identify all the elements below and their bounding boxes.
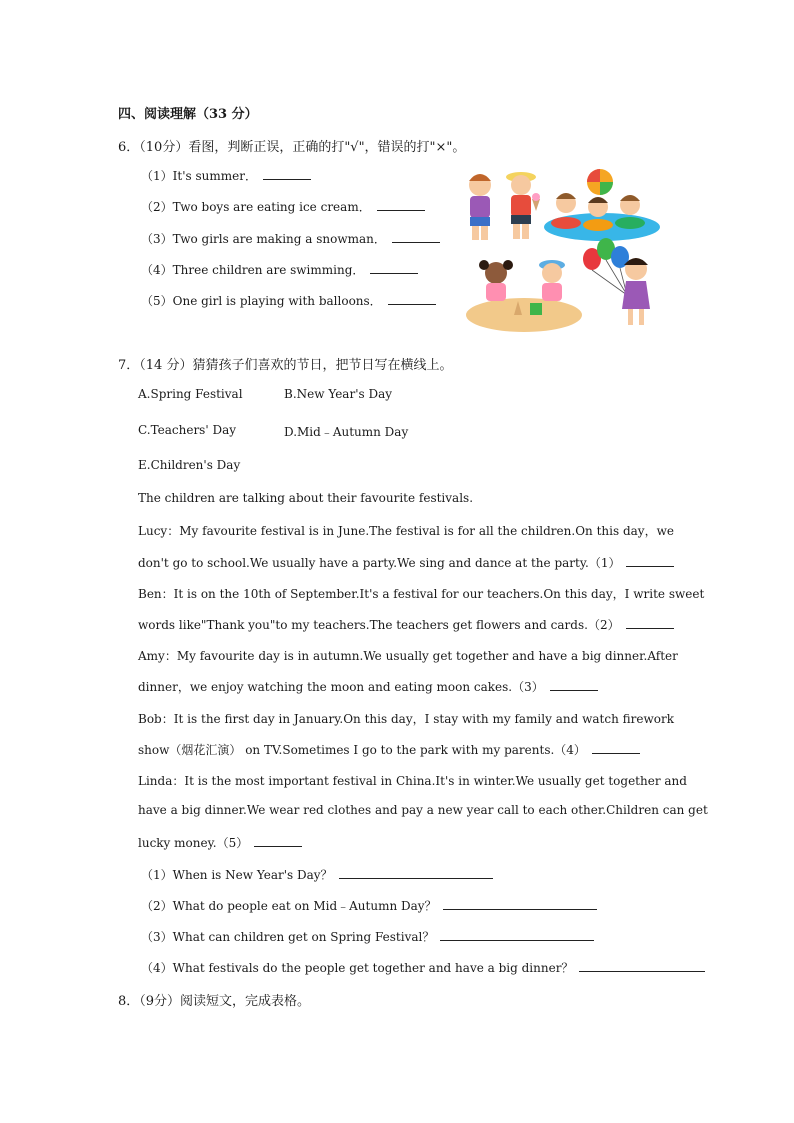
passage-line-8 [138,741,640,758]
answer-blank[interactable] [388,292,436,305]
q7-question-3 [141,928,594,945]
option-a: A.Spring Festival [138,387,243,401]
passage-line-9: Linda：It is the most important festival in China.It's in winter.We usually get together and [138,774,687,788]
passage-line-4 [138,616,674,633]
sand [466,298,582,332]
question-text: （4）What festivals do the people get together and have a big dinner？ [141,961,574,975]
option-c: C.Teachers' Day [138,423,237,437]
question-text: （1）When is New Year's Day？ [141,868,333,882]
answer-blank-2[interactable] [626,616,674,629]
passage-text: lucky money.（5） [138,836,249,850]
passage-line-3: Ben：It is on the 10th of September.It's a festival for our teachers.On this day，I write sweet [138,587,705,601]
answer-blank[interactable] [377,198,425,211]
q6-item-text: （5）One girl is playing with balloons． [141,294,382,308]
q6-item-text: （1）It's summer． [141,169,257,183]
passage-line-1: Lucy：My favourite festival is in June.The festival is for all the children.On this day，we [138,524,674,538]
answer-blank-3[interactable] [550,678,598,691]
passage-text: dinner，we enjoy watching the moon and eating moon cakes.（3） [138,680,544,694]
answer-line[interactable] [339,866,493,879]
answer-blank[interactable] [263,167,311,180]
boy-with-ice-cream [469,174,491,240]
option-d: D.Mid﹣Autumn Day [284,425,409,439]
q6-item-3 [141,230,440,247]
balloons [583,238,629,295]
passage-line-7: Bob：It is the first day in January.On this day，I stay with my family and watch firework [138,712,674,726]
q6-item-5 [141,292,436,309]
answer-blank[interactable] [370,261,418,274]
passage-line-2 [138,554,674,571]
option-b: B.New Year's Day [284,387,393,401]
question-text: （2）What do people eat on Mid﹣Autumn Day？ [141,899,437,913]
answer-blank-4[interactable] [592,741,640,754]
q7-question-1 [141,866,493,883]
q7-title: 7．（14 分）猜猜孩子们喜欢的节日，把节日写在横线上。 [118,358,453,373]
answer-blank[interactable] [392,230,440,243]
passage-text: show（烟花汇演） on TV.Sometimes I go to the park with my parents.（4） [138,743,586,757]
answer-line[interactable] [579,959,705,972]
q6-title: 6．（10分）看图，判断正误，正确的打"√"，错误的打"×"。 [118,140,466,155]
passage-line-5: Amy：My favourite day is in autumn.We usually get together and have a big dinner.After [138,649,678,663]
q6-item-text: （4）Three children are swimming． [141,263,365,277]
q7-question-2 [141,897,597,914]
question-text: （3）What can children get on Spring Festival？ [141,930,435,944]
beach-ball [587,169,613,195]
q6-item-4 [141,261,418,278]
girl-with-balloons [622,258,650,325]
answer-blank-5[interactable] [254,834,302,847]
swimming-children [551,193,645,231]
q6-item-2 [141,198,425,215]
option-e: E.Children's Day [138,458,241,472]
answer-line[interactable] [443,897,597,910]
q6-item-1 [141,167,311,184]
q6-item-text: （3）Two girls are making a snowman． [141,232,386,246]
summer-children-illustration [462,165,664,337]
q7-question-4 [141,959,705,976]
passage-text: words like"Thank you"to my teachers.The teachers get flowers and cards.（2） [138,618,620,632]
passage-line-10: have a big dinner.We wear red clothes and pay a new year call to each other.Children can get [138,803,708,817]
answer-line[interactable] [440,928,594,941]
boy-with-hat [506,172,540,239]
passage-text: don't go to school.We usually have a party.We sing and dance at the party.（1） [138,556,621,570]
passage-line-11 [138,834,302,851]
passage-line-6 [138,678,598,695]
passage-intro: The children are talking about their favourite festivals. [138,491,474,505]
section-title: 四、阅读理解（33 分） [118,107,258,122]
q8-title: 8．（9分）阅读短文，完成表格。 [118,994,311,1009]
answer-blank-1[interactable] [626,554,674,567]
q6-item-text: （2）Two boys are eating ice cream． [141,200,371,214]
